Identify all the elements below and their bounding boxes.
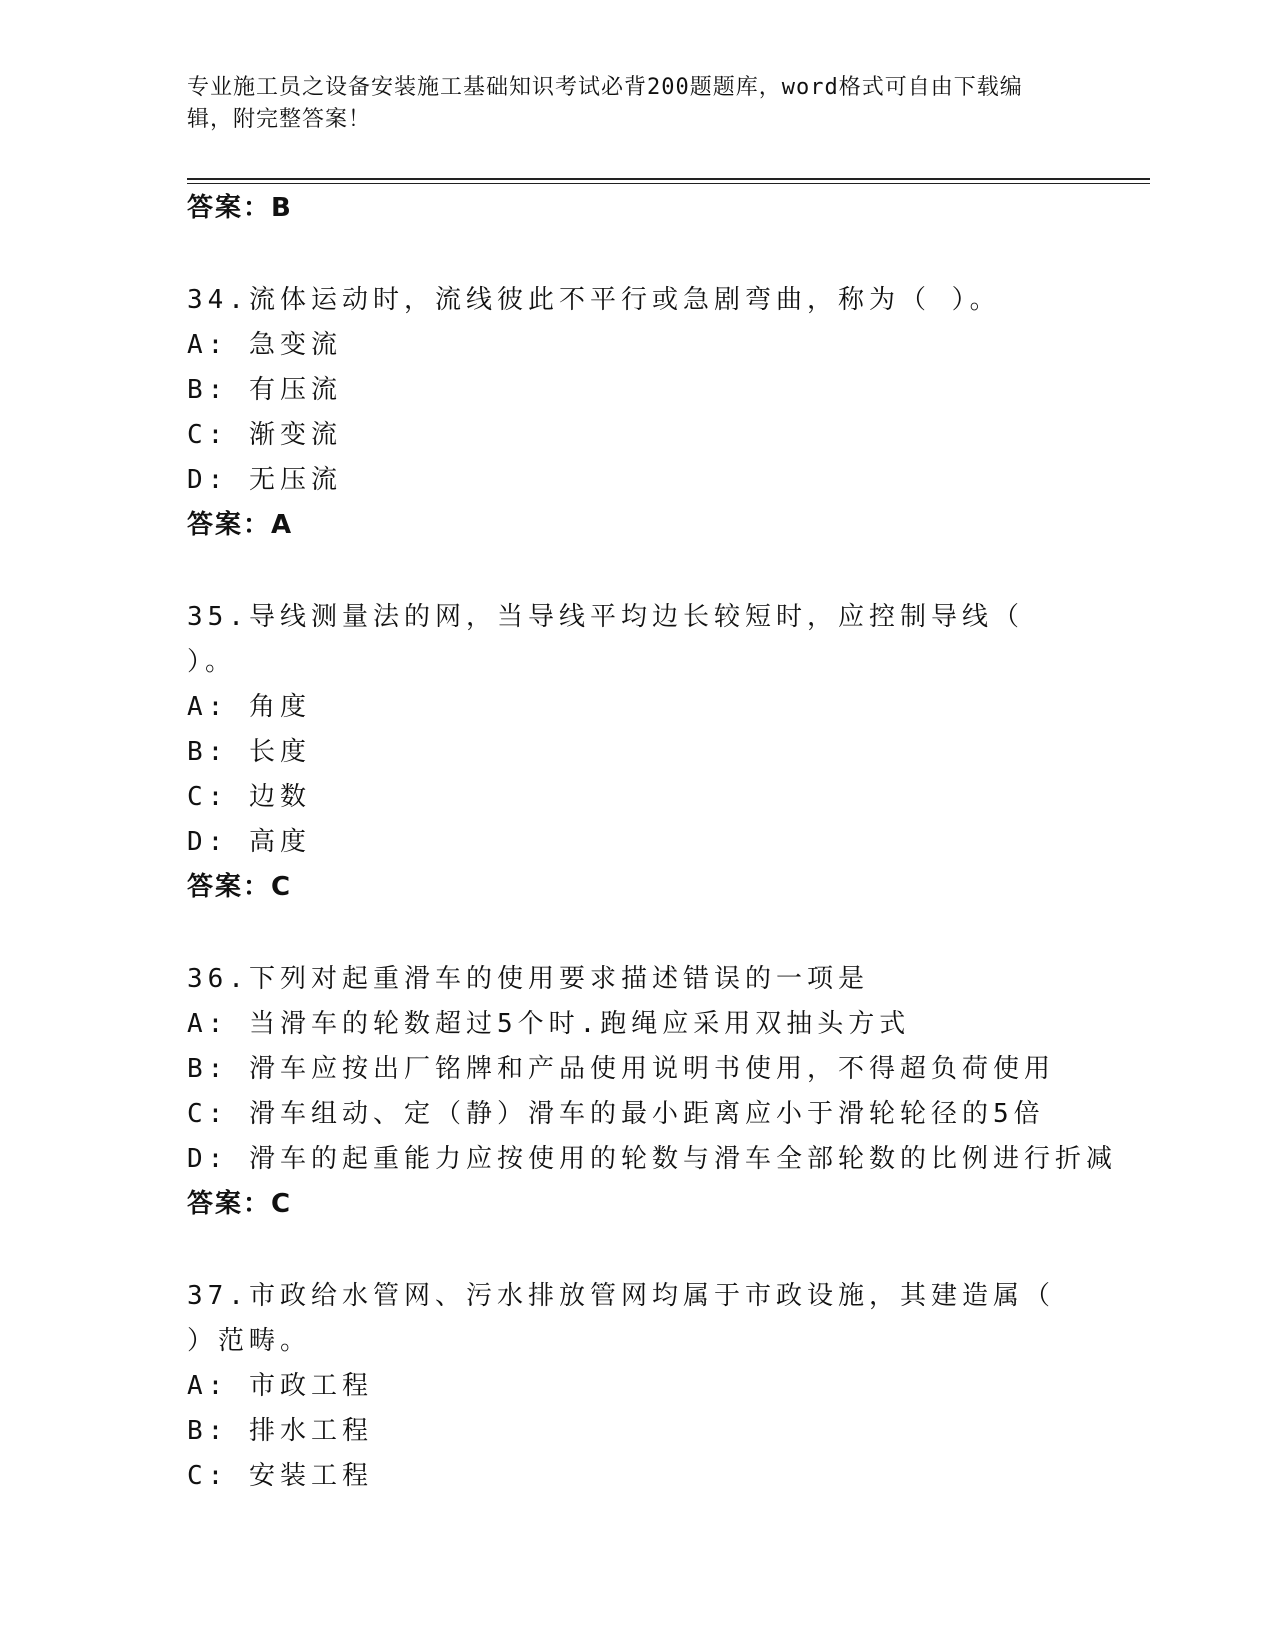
answer-line-q35: 答案：C <box>187 872 293 902</box>
question-block-34 <box>187 278 1087 548</box>
option-d-q34: D: 无压流 <box>187 465 342 495</box>
question-block-36 <box>187 957 1117 1227</box>
option-b-q35: B: 长度 <box>187 737 311 767</box>
question-text-37: 37.市政给水管网、污水排放管网均属于市政设施，其建造属（ ）范畴。 <box>187 1281 1055 1356</box>
option-b-q36: B: 滑车应按出厂铭牌和产品使用说明书使用，不得超负荷使用 <box>187 1054 1055 1084</box>
answer-line-q34: 答案：A <box>187 510 294 540</box>
option-b-q34: B: 有压流 <box>187 375 342 405</box>
option-c-q35: C: 边数 <box>187 782 311 812</box>
question-list <box>187 186 1117 1499</box>
question-text-35: 35.导线测量法的网，当导线平均边长较短时，应控制导线（ ）。 <box>187 602 1024 677</box>
option-d-q35: D: 高度 <box>187 827 311 857</box>
option-b-q37: B: 排水工程 <box>187 1416 373 1446</box>
header-divider-thick <box>187 178 1150 180</box>
option-a-q36: A: 当滑车的轮数超过5个时.跑绳应采用双抽头方式 <box>187 1009 911 1039</box>
document-header-title: 专业施工员之设备安装施工基础知识考试必背200题题库，word格式可自由下载编辑，附完整答案！ <box>187 75 1023 132</box>
option-c-q34: C: 渐变流 <box>187 420 342 450</box>
header-divider-thin <box>187 183 1150 184</box>
option-a-q37: A: 市政工程 <box>187 1371 373 1401</box>
option-c-q37: C: 安装工程 <box>187 1461 373 1491</box>
question-block-37 <box>187 1274 1087 1499</box>
answer-line-q36: 答案：C <box>187 1189 293 1219</box>
question-text-36: 36.下列对起重滑车的使用要求描述错误的一项是 <box>187 964 869 994</box>
answer-line-q33: 答案：B <box>187 193 293 223</box>
option-d-q36: D: 滑车的起重能力应按使用的轮数与滑车全部轮数的比例进行折减 <box>187 1144 1117 1174</box>
question-text-34: 34.流体运动时，流线彼此不平行或急剧弯曲，称为（ ）。 <box>187 285 1001 315</box>
option-c-q36: C: 滑车组动、定（静）滑车的最小距离应小于滑轮轮径的5倍 <box>187 1099 1045 1129</box>
option-a-q35: A: 角度 <box>187 692 311 722</box>
question-block-35 <box>187 595 1087 910</box>
option-a-q34: A: 急变流 <box>187 330 342 360</box>
